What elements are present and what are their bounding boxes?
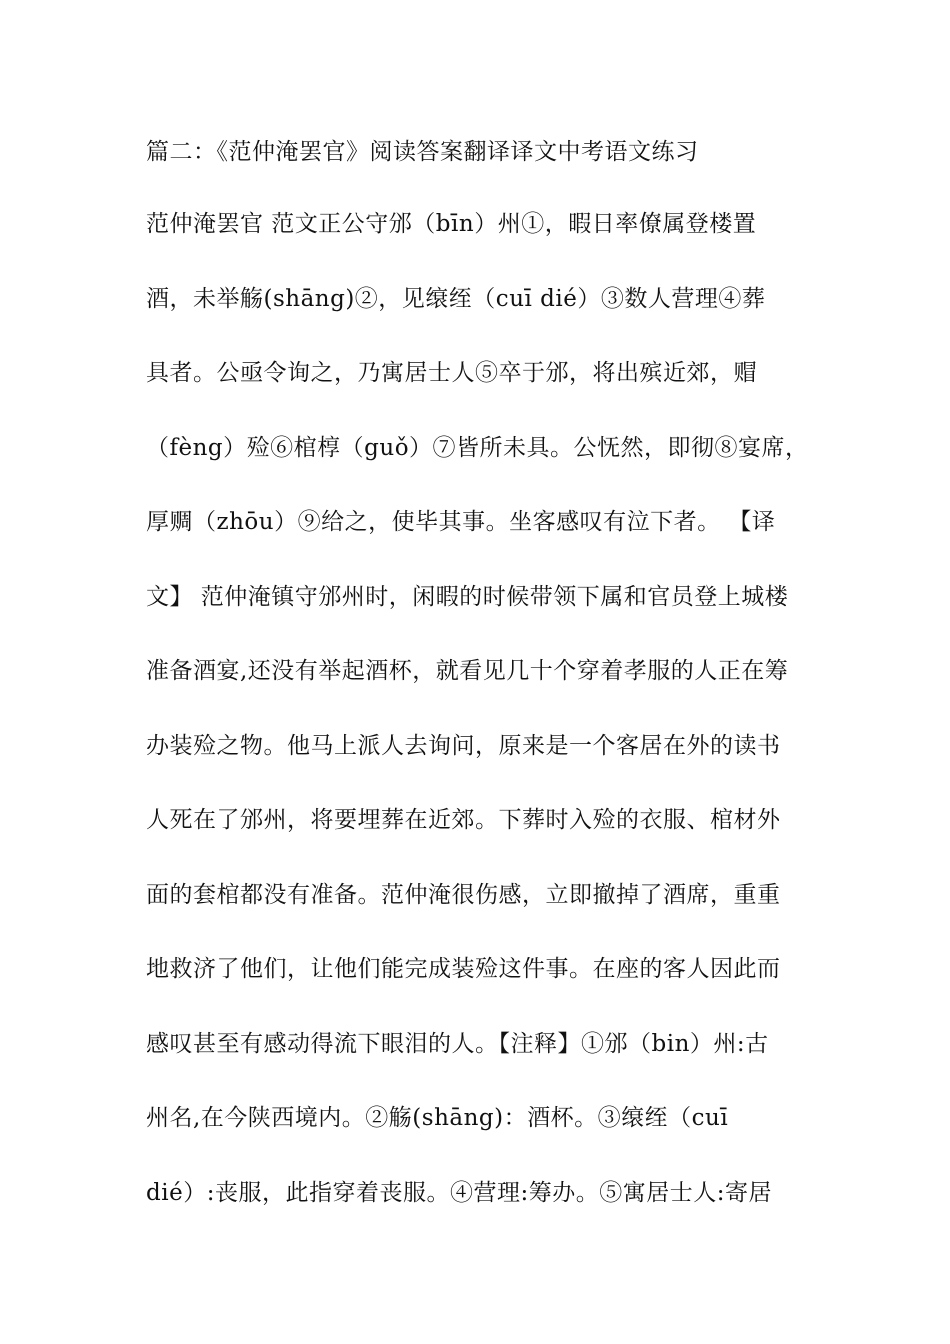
body-line: 州名,在今陕西境内。②觞(shāng)：酒杯。③缞绖（cuī (146, 1105, 729, 1131)
body-line: 地救济了他们，让他们能完成装殓这件事。在座的客人因此而 (146, 956, 781, 982)
body-line: 人死在了邠州，将要埋葬在近郊。下葬时入殓的衣服、棺材外 (146, 807, 781, 833)
body-line: 办装殓之物。他马上派人去询问，原来是一个客居在外的读书 (146, 732, 781, 759)
document-body (146, 208, 810, 1251)
body-line: 具者。公亟令询之，乃寓居士人⑤卒于邠，将出殡近郊，赗 (146, 360, 757, 386)
body-line: （fèng）殓⑥棺椁（guǒ）⑦皆所未具。公怃然，即彻⑧宴席， (146, 434, 809, 461)
body-line: 厚赒（zhōu）⑨给之，使毕其事。坐客感叹有泣下者。 【译 (146, 509, 776, 535)
body-line: 文】 范仲淹镇守邠州时，闲暇的时候带领下属和官员登上城楼 (146, 583, 789, 610)
body-line: 准备酒宴,还没有举起酒杯，就看见几十个穿着孝服的人正在筹 (146, 658, 789, 684)
body-line: 面的套棺都没有准备。范仲淹很伤感，立即撤掉了酒席，重重 (146, 881, 781, 908)
body-line: 酒，未举觞(shāng)②，见缞绖（cuī dié）③数人营理④葬 (146, 285, 766, 312)
document-title: 篇二：《范仲淹罢官》阅读答案翻译译文中考语文练习 (146, 139, 699, 165)
body-line: 感叹甚至有感动得流下眼泪的人。【注释】①邠（bin）州:古 (146, 1030, 769, 1057)
body-line: 范仲淹罢官 范文正公守邠（bīn）州①，暇日率僚属登楼置 (146, 211, 757, 237)
body-line: dié）:丧服，此指穿着丧服。④营理:筹办。⑤寓居士人:寄居 (146, 1179, 772, 1206)
